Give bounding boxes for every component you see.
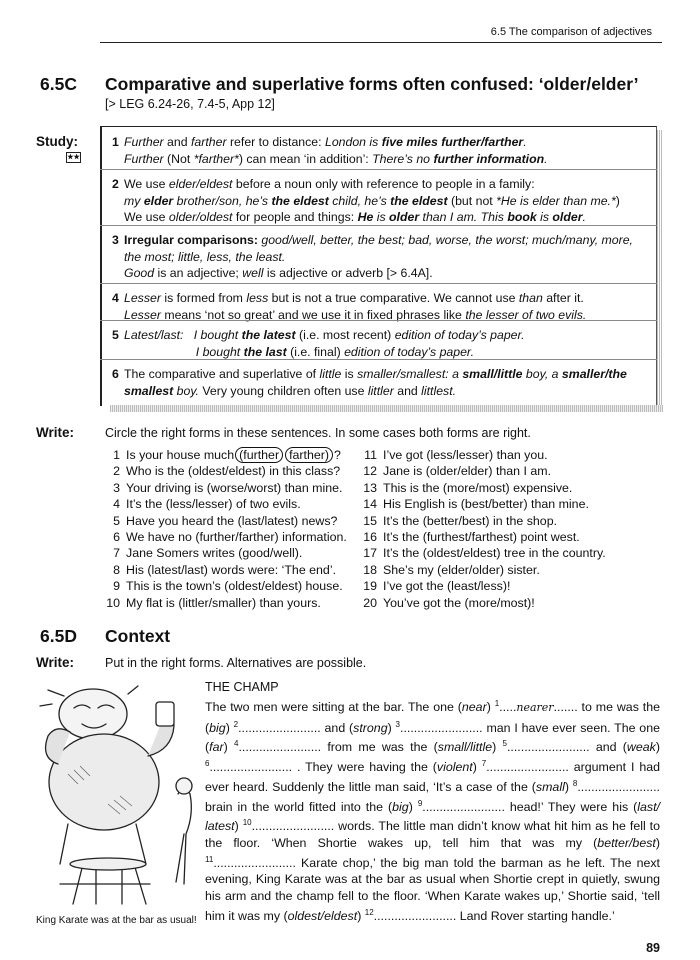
exercise-column-left	[100, 447, 347, 611]
exercise-item: 19 I’ve got the (least/less)!	[363, 579, 511, 594]
exercise-item: 2 Who is the (oldest/eldest) in this class?	[113, 464, 341, 479]
exercise-item: 9 This is the town’s (oldest/eldest) house.	[113, 579, 343, 594]
exercise-item: 11 I’ve got (less/lesser) than you.	[364, 448, 548, 462]
section-title: Comparative and superlative forms often confused: ‘older/elder’	[105, 74, 639, 94]
running-head: 6.5 The comparison of adjectives	[490, 26, 652, 38]
study-divider	[100, 225, 657, 226]
section-title: Context	[105, 626, 171, 646]
exercise-column-right	[357, 447, 606, 611]
study-label: Study:	[36, 134, 78, 149]
study-note: 5 Latest/last: I bought the latest (i.e. most recent) edition of today’s paper. I bought the last (i.e. final) edition of today’s paper.	[112, 328, 525, 359]
exercise-item: 13 This is the (more/most) expensive.	[363, 480, 573, 495]
difficulty-badge: ★★	[67, 154, 80, 161]
illustration-caption: King Karate was at the bar as usual!	[36, 915, 197, 926]
exercise-item: 20 You’ve got the (more/most)!	[363, 595, 535, 610]
study-divider	[100, 359, 657, 360]
header-rule	[100, 42, 662, 43]
study-divider	[100, 169, 657, 170]
exercise-instruction: Circle the right forms in these sentences. In some cases both forms are right.	[105, 426, 531, 440]
exercise-item: 4 It’s the (less/lesser) of two evils.	[113, 497, 301, 512]
study-divider	[100, 320, 657, 321]
study-note: 4 Lesser is formed from less but is not a true comparative. We cannot use than after it. Lesser means ‘not so great’ and we use it in fixed phrases like the lesser of two evils.	[112, 291, 587, 322]
section-number: 6.5D	[40, 626, 77, 646]
section-number: 6.5C	[40, 74, 77, 94]
exercise-item: 12 Jane is (older/elder) than I am.	[363, 464, 552, 479]
exercise-item: 17 It’s the (oldest/eldest) tree in the country.	[363, 546, 606, 561]
exercise-item: 10 My flat is (littler/smaller) than yours.	[106, 595, 321, 610]
exercise-item: 3 Your driving is (worse/worst) than mine.	[113, 480, 343, 495]
exercise-item: 7 Jane Somers writes (good/well).	[113, 546, 303, 561]
page-number: 89	[646, 941, 660, 955]
gap-fill-story: The two men were sitting at the bar. The one (near) $^1$.....nearer....... to me was the (big) $^2$........................ and (strong) $^3$........................ man I have ever seen. The one (far) $^4$........................ from me was the (small/little) $^5$........................ and (weak) $^6$........................ . They were having the (violent) $^7$........................ argument I had ever heard. Suddenly the little man said, ‘It’s a case of the (small) $^8$........................ brain in the world fitted into the (big) $^9$........................ head!’ They were his (last/ latest) $^{10}$........................ words. The little man didn’t know what hit him as he fell to the floor. ‘When Shortie wakes up, tell him that was my (better/best) $^{11}$........................ Karate chop,’ the big man told the barman as he left. The next evening, King Karate was at the bar as usual when Shortie crept in quietly, swung his arm and the champ fell to the floor. ‘When Karate wakes up,’ Shortie said, ‘tell him it was my (oldest/eldest) $^{12}$........................ Land Rover starting handle.’	[205, 699, 660, 923]
section-reference: [> LEG 6.24-26, 7.4-5, App 12]	[105, 97, 275, 111]
exercise-item: 8 His (latest/last) words were: ‘The end’.	[113, 562, 337, 577]
study-note: 2 We use elder/eldest before a noun only with reference to people in a family: my elder brother/son, he’s the eldest child, he’s the eldest (but not *He is elder than me.*) We use older/oldest for people and things: He is older than I am. This book is older.	[112, 177, 620, 224]
study-box-shadow-bottom	[110, 405, 663, 412]
study-box-shadow	[657, 130, 663, 408]
write-label: Write:	[36, 425, 75, 440]
exercise-item: 1 Is your house much (further farther) ?	[113, 448, 341, 462]
story-title: THE CHAMP	[205, 680, 279, 694]
study-note: 6 The comparative and superlative of little is smaller/smallest: a small/little boy, a smaller/the smallest boy. Very young children often use littler and littlest.	[112, 367, 627, 398]
exercise-item: 6 We have no (further/farther) information.	[113, 530, 347, 545]
write-label: Write:	[36, 655, 75, 670]
exercise-item: 18 She’s my (elder/older) sister.	[363, 562, 540, 577]
exercise-item: 14 His English is (best/better) than mine.	[363, 497, 589, 512]
exercise-item: 16 It’s the (furthest/farthest) point west.	[363, 530, 580, 545]
study-note: 1 Further and farther refer to distance: London is five miles further/farther. Further (Not *farther*) can mean ‘in addition’: There’s no further information.	[112, 135, 548, 166]
study-note: 3 Irregular comparisons: good/well, better, the best; bad, worse, the worst; much/many, more, the most; little, less, the least. Good is an adjective; well is adjective or adverb [> 6.4A].	[112, 233, 633, 280]
study-divider	[100, 283, 657, 284]
exercise-item: 5 Have you heard the (last/latest) news?	[113, 513, 338, 528]
exercise-instruction: Put in the right forms. Alternatives are possible.	[105, 656, 367, 670]
exercise-item: 15 It’s the (better/best) in the shop.	[363, 513, 558, 528]
king-karate-illustration	[38, 684, 198, 910]
